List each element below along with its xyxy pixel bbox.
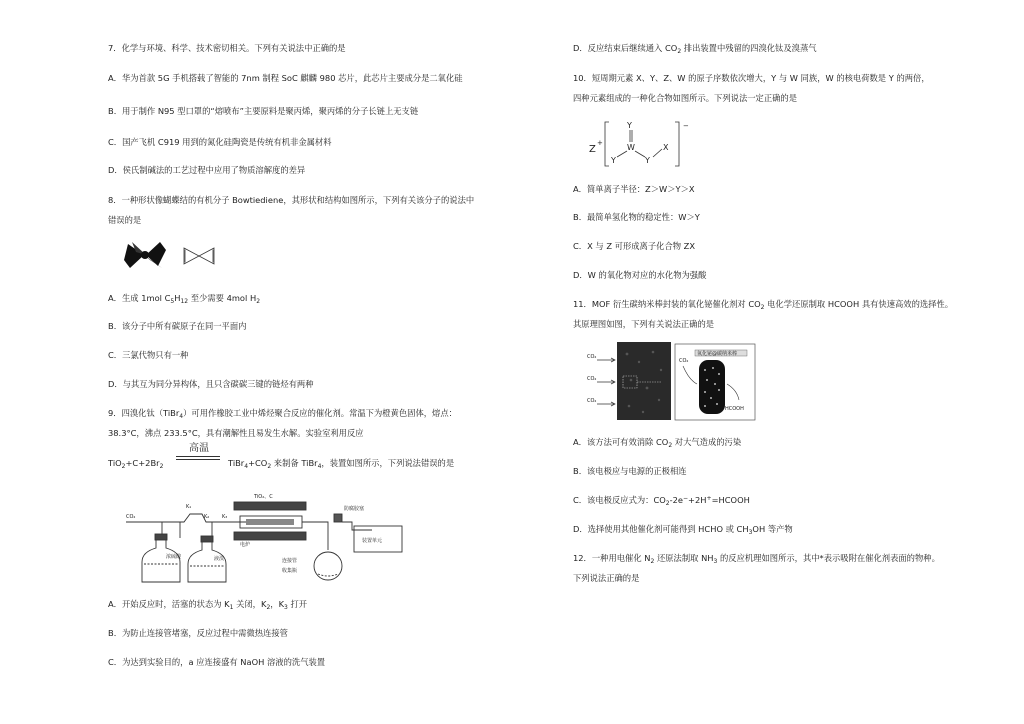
q8-stem-line1: 8．一种形状像蝴蝶结的有机分子 Bowtiediene，其形状和结构如图所示，下列有关该分子的说法中 [108, 195, 475, 205]
q10-option-b[interactable]: B．最简单氢化物的稳定性：W＞Y [573, 212, 700, 222]
q8-stem-line2: 错误的是 [108, 215, 142, 225]
reaction-condition-label: 高温 [189, 443, 209, 454]
q9-equation-left: $TiO_2+C+2Br_2$ [108, 458, 164, 470]
q11-stem-line2: 其原理图如图，下列有关说法正确的是 [573, 319, 715, 329]
co2-inlet-label: CO₂ [126, 514, 136, 520]
bowtiediene-figure [122, 238, 242, 274]
q8-option-a[interactable]: A．生成 1mol $C_5H_{12}$ 至少需要 4mol $H_2$ [108, 293, 261, 305]
co2-label-2: CO₂ [587, 376, 597, 382]
connection-tube-label: 连接管 [282, 558, 298, 564]
reaction-equation-condition [176, 443, 236, 463]
sulfuric-acid-label: 浓硫酸 [166, 554, 182, 560]
struct-y-left: Y [611, 156, 616, 165]
q8-option-b[interactable]: B．该分子中所有碳原子在同一平面内 [108, 321, 247, 331]
bowtie-skeletal-structure [184, 248, 214, 264]
struct-y-top: Y [627, 121, 632, 130]
q11-option-a[interactable]: A．该方法可有效消除 $CO_2$ 对大气造成的污染 [573, 437, 742, 449]
q9-stem-line1: 9．四溴化钛（TiBr$_4$）可用作橡胶工业中烯烃聚合反应的催化剂。常温下为橙黄色固体，熔点： [108, 408, 457, 420]
struct-y-right: Y [645, 156, 650, 165]
liquid-bromine-label: 液溴 [214, 556, 225, 562]
q10-structure-figure [589, 118, 699, 170]
collection-flask-label: 收集瓶 [282, 568, 298, 574]
q10-option-d[interactable]: D．W 的氧化物对应的水化物为强酸 [573, 270, 707, 280]
q10-stem-line2: 四种元素组成的一种化合物如图所示。下列说法一定正确的是 [573, 93, 798, 103]
furnace-label: 电炉 [240, 542, 251, 548]
q10-stem-line1: 10．短周期元素 X、Y、Z、W 的原子序数依次增大，Y 与 W 同族，W 的核电荷数是 Y 的两倍， [573, 73, 930, 83]
q7-stem: 7．化学与环境、科学、技术密切相关。下列有关说法中正确的是 [108, 43, 346, 53]
q7-option-b[interactable]: B．用于制作 N95 型口罩的“熔喷布”主要原料是聚丙烯，聚丙烯的分子长链上无支链 [108, 106, 419, 116]
q11-option-d[interactable]: D．选择使用其他催化剂可能得到 HCHO 或 $CH_3OH$ 等产物 [573, 524, 793, 536]
rod-co2-label: CO₂ [679, 358, 689, 364]
co2-label-1: CO₂ [587, 354, 597, 360]
struct-x: X [663, 143, 669, 152]
plug-label: 防腐胶塞 [344, 506, 365, 512]
q9-equation-right: $TiBr_4+CO_2$ 来制备 TiBr$_4$，装置如图所示，下列说法错误的是 [228, 458, 455, 470]
q10-option-a[interactable]: A．简单离子半径：Z＞W＞Y＞X [573, 184, 695, 194]
q11-option-b[interactable]: B．该电极应与电源的正极相连 [573, 466, 687, 476]
q11-option-c[interactable]: C．该电极反应式为：$CO_2-2e^-+2H^+=HCOOH$ [573, 495, 750, 507]
tio2-c-label: TiO₂、C [254, 494, 273, 500]
struct-z: Z [589, 144, 596, 155]
q7-option-c[interactable]: C．国产飞机 C919 用到的氮化硅陶瓷是传统有机非金属材料 [108, 137, 332, 147]
q8-option-d[interactable]: D．与其互为同分异构体，且只含碳碳三键的链烃有两种 [108, 379, 314, 389]
tibr4-apparatus-figure [122, 478, 412, 590]
q9-option-b[interactable]: B．为防止连接管堵塞，反应过程中需微热连接管 [108, 628, 288, 638]
q9-stem-line2: 38.3°C，沸点 233.5°C，具有潮解性且易发生水解。实验室利用反应 [108, 428, 364, 438]
bowtie-3d-model [124, 242, 166, 268]
hcooh-label: HCOOH [725, 406, 744, 412]
q12-stem-line1: 12．一种用电催化 $N_2$ 还原法制取 $NH_3$ 的反应机理如图所示，其中*表示吸附在催化剂表面的物种。 [573, 553, 940, 565]
q9-option-d[interactable]: D．反应结束后继续通入 $CO_2$ 排出装置中残留的四溴化钛及溴蒸气 [573, 43, 817, 55]
struct-plus: + [597, 139, 603, 147]
co2-label-3: CO₂ [587, 398, 597, 404]
q7-option-d[interactable]: D．侯氏制碱法的工艺过程中应用了物质溶解度的差异 [108, 165, 306, 175]
q7-option-a[interactable]: A．华为首款 5G 手机搭载了智能的 7nm 制程 SoC 麒麟 980 芯片，此芯片主要成分是二氧化硅 [108, 73, 463, 83]
q10-option-c[interactable]: C．X 与 Z 可形成离子化合物 ZX [573, 241, 696, 251]
device-unit-label: 装置单元 [362, 538, 383, 544]
rod-label: 氧化铋@碳纳米棒 [697, 351, 738, 357]
q11-stem-line1: 11．MOF 衍生碳纳米棒封装的氧化铋催化剂对 $CO_2$ 电化学还原制取 HCOOH 具有快速高效的选择性。 [573, 299, 954, 311]
q8-option-c[interactable]: C．三氯代物只有一种 [108, 350, 189, 360]
valve-k3-label: K₃ [222, 514, 228, 520]
q9-option-a[interactable]: A．开始反应时，活塞的状态为 $K_1$ 关闭，$K_2$，$K_3$ 打开 [108, 599, 308, 611]
valve-k1-label: K₁ [186, 504, 192, 510]
mof-electrode-figure [587, 340, 757, 422]
q12-stem-line2: 下列说法正确的是 [573, 573, 640, 583]
valve-k2-label: K₂ [204, 514, 210, 520]
struct-minus: − [683, 122, 689, 130]
q9-option-c[interactable]: C．为达到实验目的，a 应连接盛有 NaOH 溶液的洗气装置 [108, 657, 326, 667]
struct-w: W [627, 143, 635, 152]
